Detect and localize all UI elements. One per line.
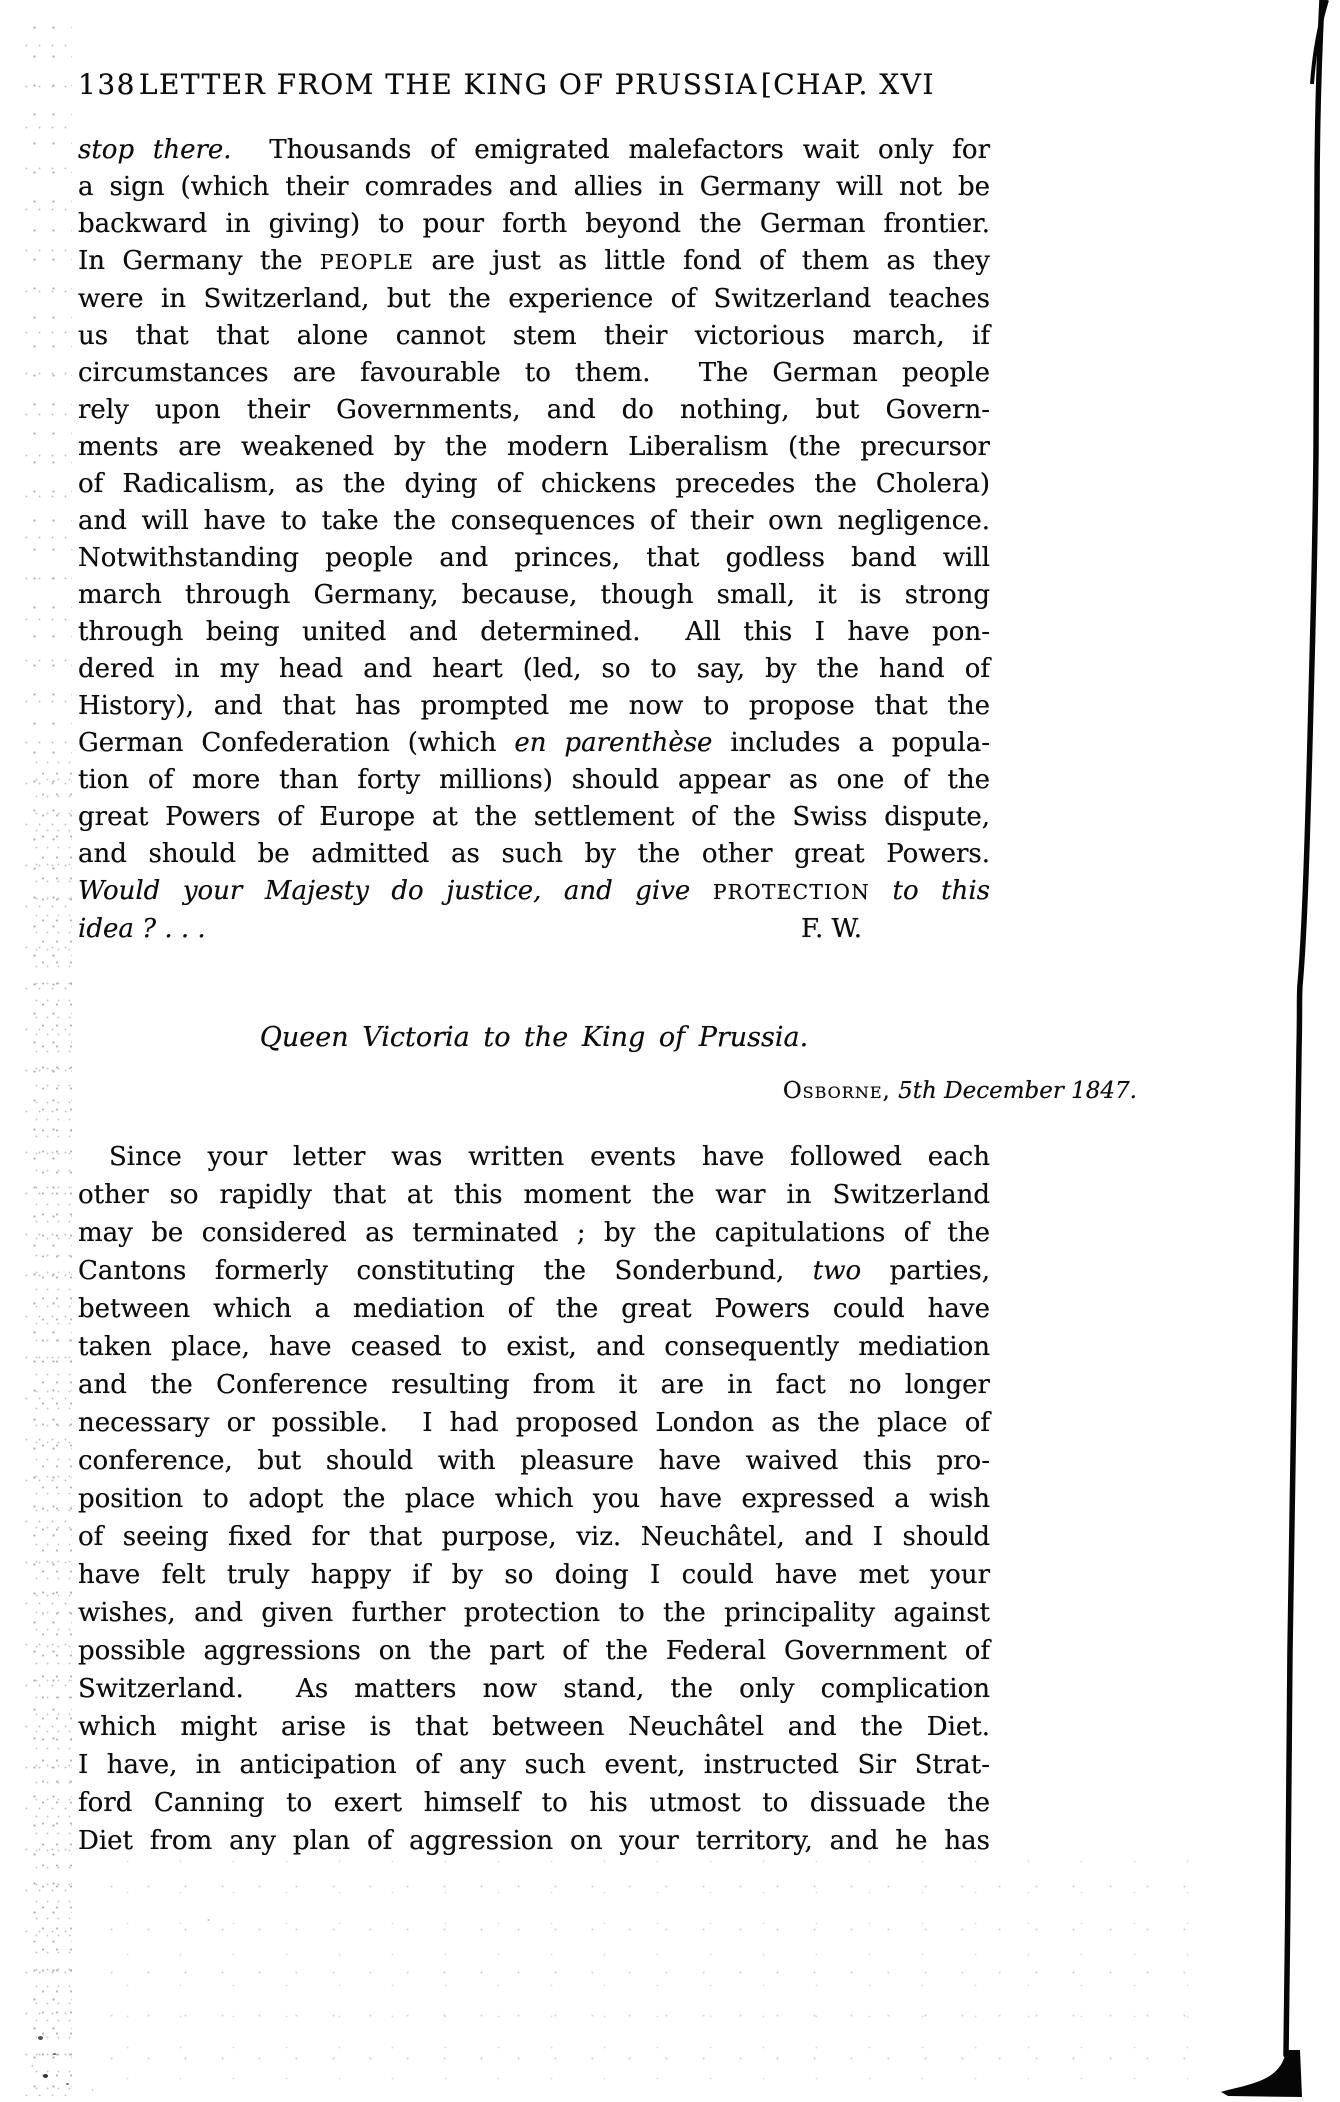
text-line: ford Canning to exert himself to his utmost to dissuade the	[78, 1788, 990, 1818]
text-line: may be considered as terminated ; by the capitulations of the	[78, 1218, 990, 1248]
text-line: idea ? . . . F. W.	[78, 911, 990, 948]
text-line: between which a mediation of the great Powers could have	[78, 1294, 990, 1324]
text-line: German Confederation (which en parenthèse includes a popula-	[78, 728, 991, 758]
letter-heading: Queen Victoria to the King of Prussia.	[259, 1022, 809, 1053]
dateline-date: 5th December 1847.	[890, 1078, 1137, 1104]
text-line: stop there. Thousands of emigrated malefactors wait only for	[78, 135, 990, 165]
text-line: In Germany the PEOPLE are just as little fond of them as they	[78, 246, 990, 276]
text-line: through being united and determined. All this I have pon-	[78, 617, 990, 647]
page-number: 138	[78, 68, 136, 101]
text-line: wishes, and given further protection to the principality against	[78, 1598, 990, 1628]
text-line: and the Conference resulting from it are in fact no longer	[78, 1370, 990, 1400]
text-line: us that that alone cannot stem their victorious march, if	[78, 321, 990, 351]
text-line: Diet from any plan of aggression on your territory, and he has	[78, 1826, 990, 1856]
text-line: necessary or possible. I had proposed London as the place of	[78, 1408, 990, 1438]
text-line: Switzerland. As matters now stand, the only complication	[78, 1674, 990, 1704]
text-line: position to adopt the place which you have expressed a wish	[78, 1484, 990, 1514]
text-line: other so rapidly that at this moment the war in Switzerland	[78, 1180, 990, 1210]
text-line: taken place, have ceased to exist, and consequently mediation	[78, 1332, 990, 1362]
text-line: were in Switzerland, but the experience of Switzerland teaches	[78, 284, 990, 314]
text-line: dered in my head and heart (led, so to say, by the hand of	[78, 654, 990, 684]
text-line: possible aggressions on the part of the Federal Government of	[78, 1636, 990, 1666]
text-line: and will have to take the consequences of their own negligence.	[78, 506, 990, 536]
text-line: conference, but should with pleasure have waived this pro-	[78, 1446, 990, 1476]
running-title: LETTER FROM THE KING OF PRUSSIA	[138, 68, 758, 101]
text-line: of seeing fixed for that purpose, viz. Neuchâtel, and I should	[78, 1522, 990, 1552]
text-line: rely upon their Governments, and do nothing, but Govern-	[78, 395, 990, 425]
text-line: Since your letter was written events have followed each	[109, 1142, 990, 1172]
signature: F. W.	[801, 914, 862, 944]
text-line: and should be admitted as such by the other great Powers.	[78, 839, 990, 869]
text-line: which might arise is that between Neuchâtel and the Diet.	[78, 1712, 990, 1742]
text-line: have felt truly happy if by so doing I could have met your	[78, 1560, 990, 1590]
text-line: Would your Majesty do justice, and give PROTECTION to this	[78, 876, 990, 906]
text-line: tion of more than forty millions) should appear as one of the	[78, 765, 990, 795]
text-line: backward in giving) to pour forth beyond the German frontier.	[78, 209, 990, 239]
text-line: great Powers of Europe at the settlement of the Swiss dispute,	[78, 802, 990, 832]
dateline-place: Osborne,	[782, 1078, 891, 1104]
chapter-label: [CHAP. XVI	[760, 68, 935, 101]
text-line: Notwithstanding people and princes, that godless band will	[78, 543, 990, 573]
text-line: History), and that has prompted me now to propose that the	[78, 691, 990, 721]
text-line: Cantons formerly constituting the Sonderbund, two parties,	[78, 1256, 990, 1286]
text-line: march through Germany, because, though small, it is strong	[78, 580, 990, 610]
text-line: a sign (which their comrades and allies in Germany will not be	[78, 172, 990, 202]
text-line: I have, in anticipation of any such event, instructed Sir Strat-	[78, 1750, 990, 1780]
text-line: circumstances are favourable to them. The German people	[78, 358, 990, 388]
text-line: of Radicalism, as the dying of chickens precedes the Cholera)	[78, 469, 990, 499]
text-line: ments are weakened by the modern Liberalism (the precursor	[78, 432, 990, 462]
